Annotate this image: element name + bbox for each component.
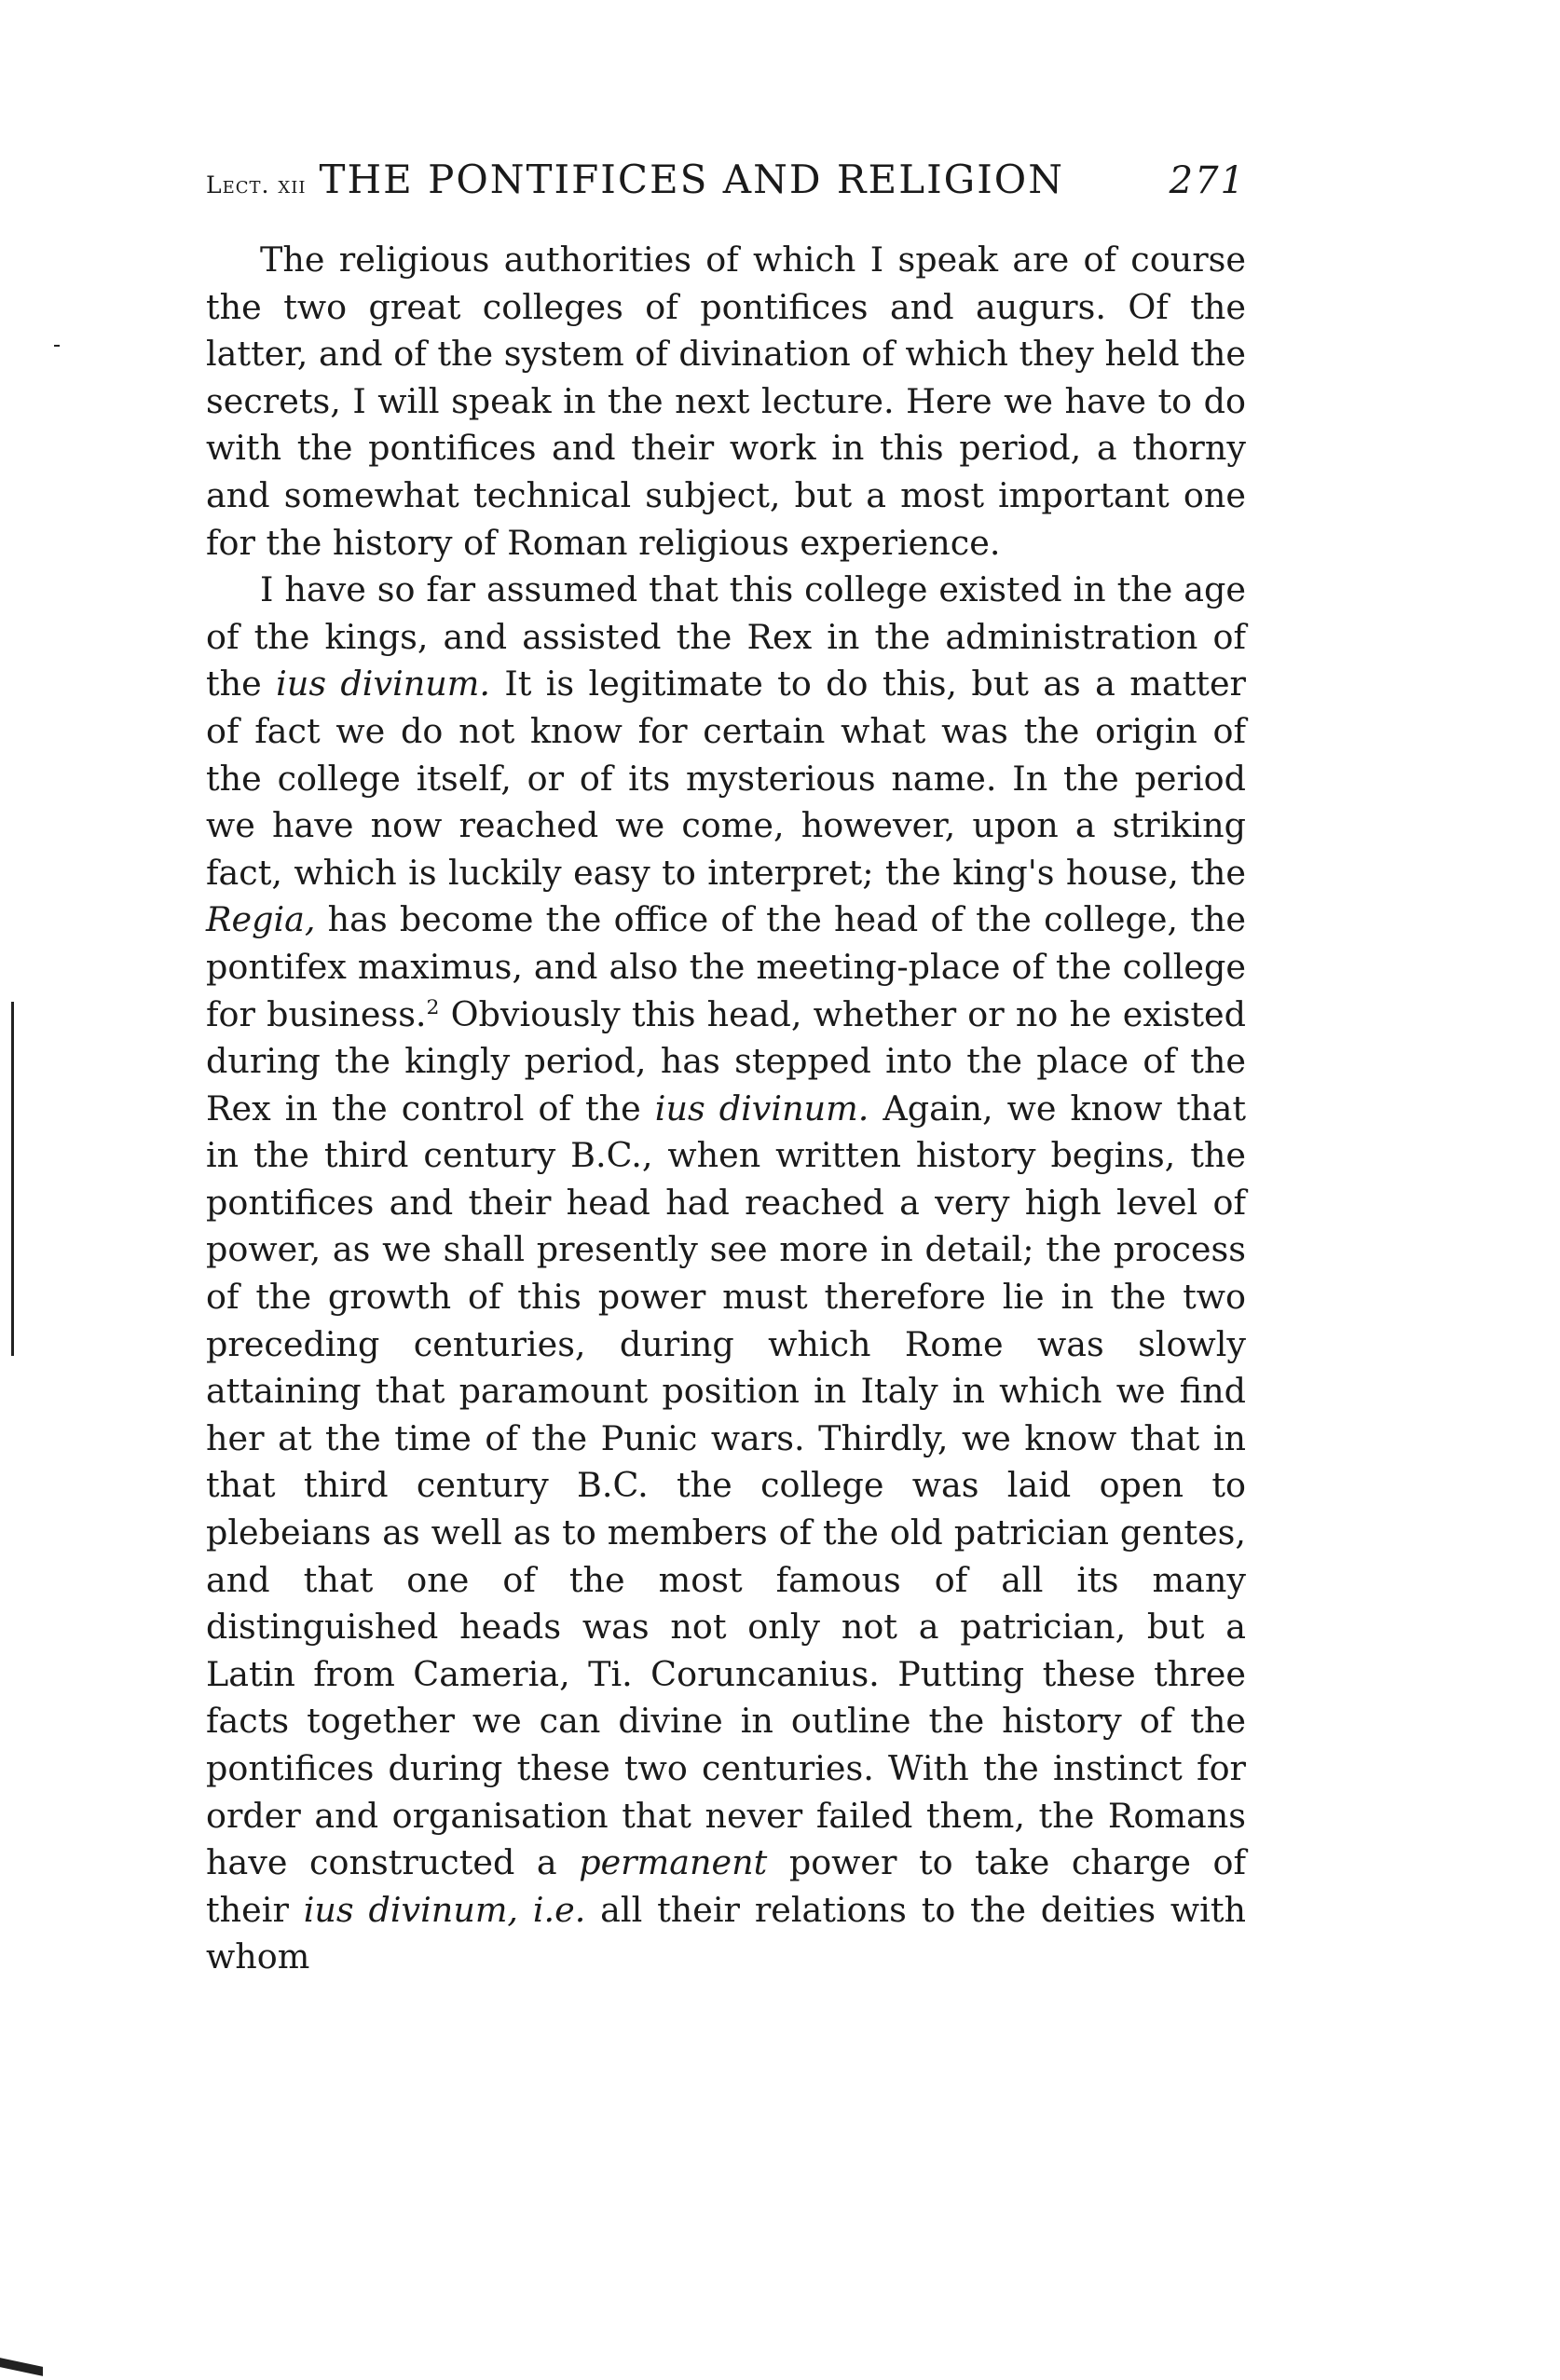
text-run: Obviously this head, whether or no he existed during the kingly period, has stepped into the place of the Rex in the control of the bbox=[206, 993, 1246, 1128]
text-run: has become the office of the head of the college, the pontifex maximus, and also the meeting-place of the college for business. bbox=[206, 899, 1246, 1034]
italic-run: ius divinum. bbox=[654, 1087, 869, 1128]
text-run: all their relations to the deities with whom bbox=[206, 1889, 1246, 1977]
footnote-ref: 2 bbox=[426, 995, 440, 1019]
text-run: The religious authorities of which I speak are of course the two great colleges of pontifices and augurs. Of the latter, and of the system of divination of which they held the secrets, I will speak in the next lecture. Here we have to do with the pontifices and their work in this period, a thorny and somewhat technical subject, but a most important one for the history of Roman religious experience. bbox=[206, 239, 1246, 563]
text-run: I have so far assumed that this college existed in the age of the kings, and assisted the Rex in the administration of the bbox=[206, 569, 1246, 704]
text-run: the college was laid open to plebeians as well as to members of the old patrician gentes, and that one of the most famous of all its many distinguished heads was not only not a patrician, but a Latin from Cameria, Ti. Coruncanius. Putting these three facts together we can divine in outline the history of the pontifices during these two centuries. With the instinct for order and organisation that never failed them, the Romans have constructed a bbox=[206, 1465, 1246, 1883]
book-page bbox=[206, 157, 1246, 1981]
italic-run: ius divinum. bbox=[276, 663, 490, 704]
lecture-number: Lect. xii bbox=[206, 171, 307, 198]
page-number: 271 bbox=[1169, 159, 1246, 202]
text-run: , when written history begins, the pontifices and their head had reached a very high level of power, as we shall presently see more in detail; the process of the growth of this power must therefore lie in the two preceding centuries, during which Rome was slowly attaining that paramount position in Italy in which we find her at the time of the Punic wars. Thirdly, we know that in that third century bbox=[206, 1135, 1246, 1506]
paragraph bbox=[206, 237, 1246, 567]
text-run: Again, we know that in the third century bbox=[206, 1087, 1247, 1176]
body-text bbox=[206, 237, 1246, 1981]
margin-scan-mark bbox=[54, 345, 60, 347]
running-head bbox=[206, 157, 1246, 212]
text-run: It is legitimate to do this, but as a matter of fact we do not know for certain what was the origin of the college itself, or of its mysterious name. In the period we have now reached we come, however, upon a striking fact, which is luckily easy to interpret; the king's house, the bbox=[206, 663, 1246, 893]
small-caps-run: B.C. bbox=[570, 1135, 642, 1176]
margin-scan-mark bbox=[11, 1002, 14, 1356]
italic-run: Regia, bbox=[206, 899, 316, 940]
corner-scan-mark bbox=[0, 2358, 43, 2376]
small-caps-run: B.C. bbox=[577, 1465, 649, 1506]
text-run: power to take charge of their bbox=[206, 1842, 1246, 1930]
italic-run: ius divinum, i.e. bbox=[303, 1889, 586, 1930]
chapter-title: THE PONTIFICES AND RELIGION bbox=[319, 157, 1064, 202]
italic-run: permanent bbox=[579, 1842, 768, 1883]
paragraph bbox=[206, 567, 1246, 1981]
